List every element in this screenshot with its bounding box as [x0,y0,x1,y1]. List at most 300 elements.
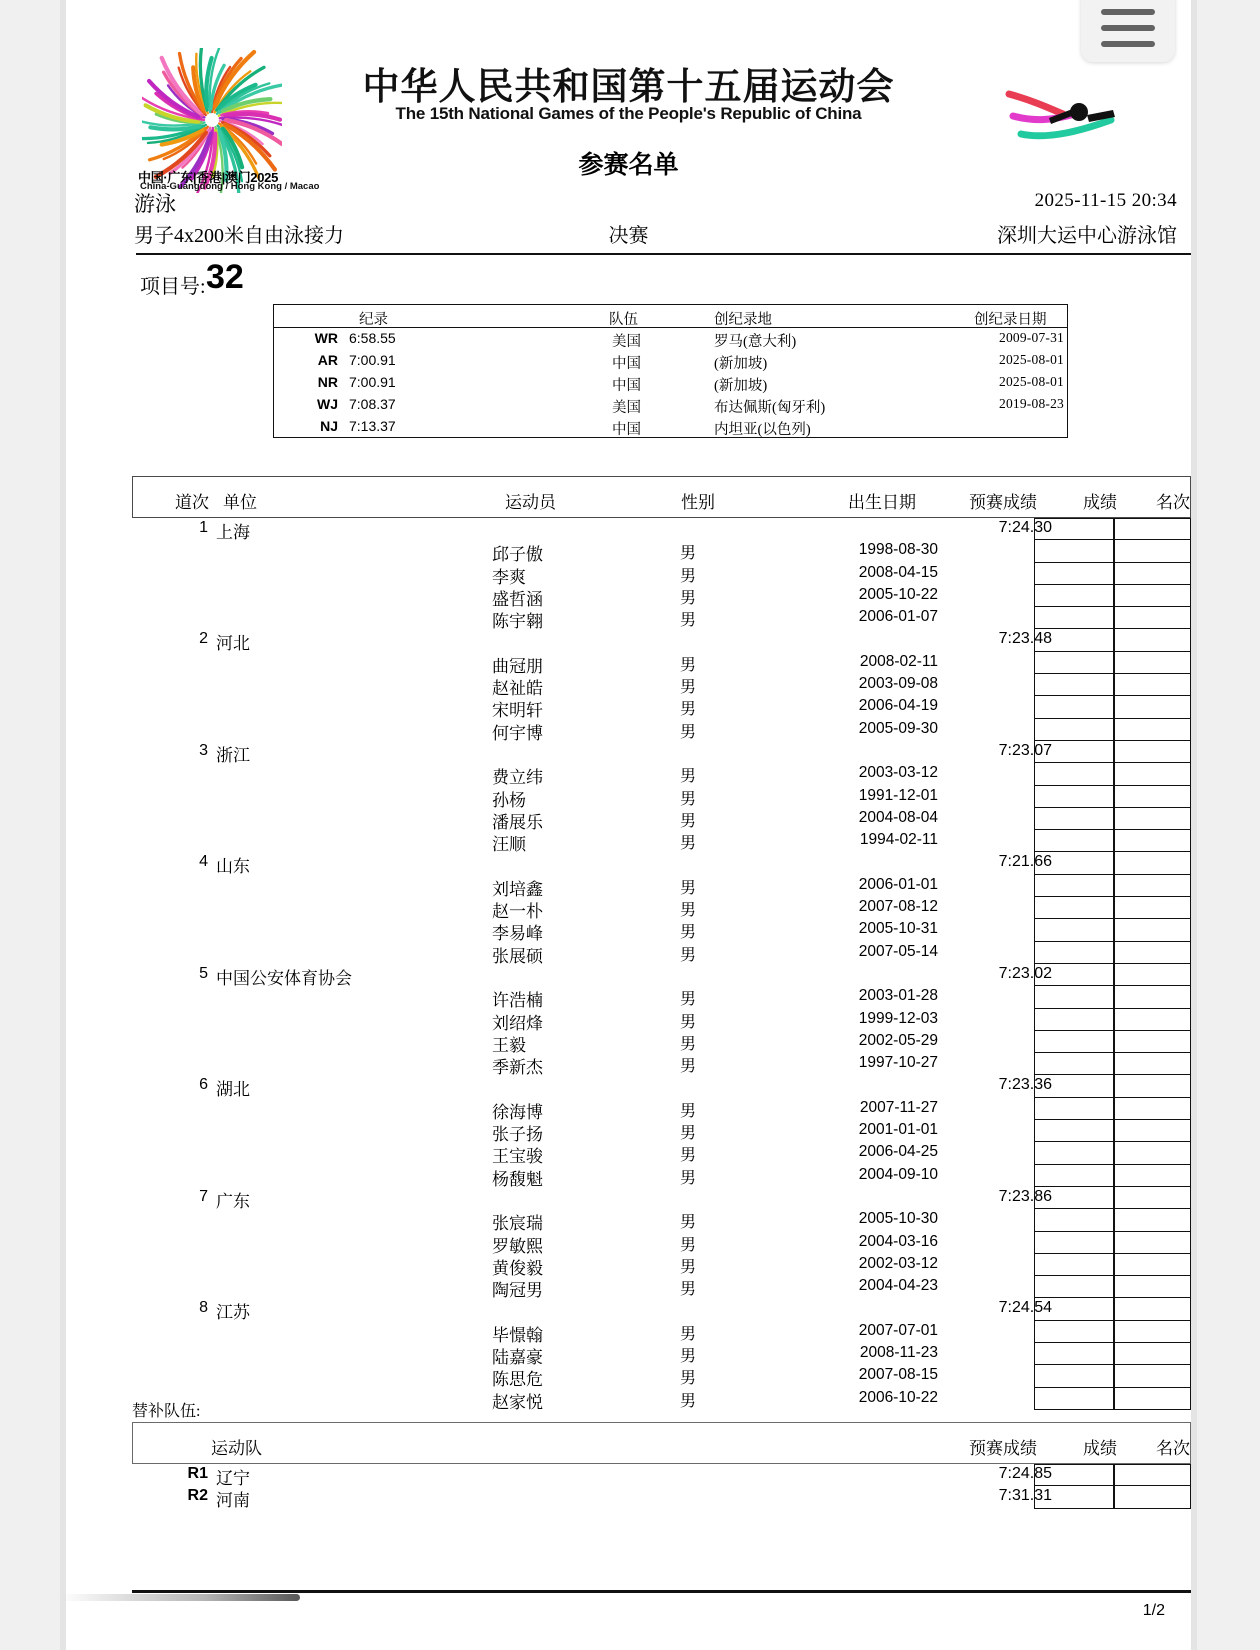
athlete-row [132,830,1191,855]
team-row [132,629,1191,654]
record-time: 6:58.55 [349,330,396,346]
athlete-sex: 男 [680,567,697,585]
result-entry-box [1035,1165,1113,1187]
athlete-sex: 男 [680,656,697,674]
athlete-name: 李爽 [492,567,526,587]
col-sex: 性别 [681,493,715,512]
athlete-name: 王毅 [492,1035,526,1055]
record-team: 美国 [612,334,641,350]
result-entry-box [1035,1343,1113,1365]
venue-name: 深圳大运中心游泳馆 [997,225,1177,247]
athlete-name: 汪顺 [492,835,526,855]
reserve-rank-entry-box [1115,1486,1190,1508]
athlete-sex: 男 [680,1325,697,1343]
team-name: 中国公安体育协会 [216,968,352,988]
records-row [274,416,1067,438]
athlete-name: 曲冠朋 [492,656,543,676]
reserves-header [132,1422,1191,1464]
rank-entry-box [1115,763,1190,785]
records-col-place: 创纪录地 [714,312,772,328]
athlete-row [132,1365,1191,1390]
athlete-row [132,986,1191,1011]
rank-entry-box [1115,1232,1190,1254]
result-entry-box [1035,719,1113,741]
athlete-name: 张子扬 [492,1125,543,1145]
hamburger-bar-2 [1101,25,1155,31]
athlete-name: 刘绍烽 [492,1013,543,1033]
rank-entry-box [1115,786,1190,808]
lane-number: 7 [199,1187,208,1205]
team-name: 上海 [216,523,250,542]
athlete-name: 许浩楠 [492,991,543,1011]
record-place: 罗马(意大利) [714,334,797,350]
record-date: 2019-08-23 [999,396,1064,411]
athlete-sex: 男 [680,879,697,897]
prelim-time: 7:24.54 [998,1299,1052,1317]
records-row [274,394,1067,416]
team-name: 广东 [216,1191,250,1211]
result-entry-box [1035,853,1113,875]
athlete-row [132,1388,1191,1410]
event-number-value: 32 [206,258,244,296]
record-code: WJ [317,396,338,412]
rank-entry-box [1115,1343,1190,1365]
athlete-name: 罗敏熙 [492,1236,543,1256]
athlete-sex: 男 [680,1392,697,1410]
rank-entry-box [1115,1009,1190,1031]
athlete-row [132,1343,1191,1365]
records-col-team: 队伍 [609,312,638,328]
athlete-sex: 男 [680,946,697,964]
result-entry-box [1035,1009,1113,1031]
athlete-dob: 1998-08-30 [858,541,938,559]
reserve-rank-entry-box [1115,1464,1190,1486]
athlete-dob: 2006-04-25 [858,1143,938,1161]
rank-entry-box [1115,674,1190,696]
athlete-row [132,942,1191,964]
records-col-record: 纪录 [359,312,388,328]
logo-caption-cn: 中国·广东|香港|澳门2025 [138,170,279,185]
result-entry-box [1035,1031,1113,1053]
athlete-row [132,607,1191,632]
athlete-sex: 男 [680,545,697,563]
athlete-dob: 2007-11-27 [859,1098,938,1116]
start-list-page [66,0,1191,1650]
athlete-sex: 男 [680,768,697,786]
result-entry-box [1035,1209,1113,1231]
athlete-row [132,652,1191,674]
athlete-sex: 男 [680,612,697,630]
athlete-sex: 男 [680,1058,697,1076]
result-entry-box [1035,563,1113,585]
startlist-body [132,518,1191,1410]
team-name: 河北 [216,634,250,654]
rank-entry-box [1115,1076,1190,1098]
swimmer-icon [991,70,1151,146]
rank-box-column [1114,518,1191,1410]
athlete-row [132,585,1191,607]
athlete-dob: 2006-01-07 [858,608,938,626]
athlete-row [132,1142,1191,1167]
athlete-row [132,696,1191,721]
record-code: AR [317,352,338,368]
athlete-row [132,1009,1191,1031]
athlete-name: 季新杰 [492,1058,543,1078]
athlete-sex: 男 [680,790,697,808]
rank-entry-box [1115,585,1190,607]
record-team: 美国 [612,400,641,416]
athlete-name: 张宸瑞 [492,1214,543,1234]
athlete-sex: 男 [680,1169,697,1187]
rank-entry-box [1115,1388,1190,1410]
records-row [274,350,1067,372]
athlete-row [132,897,1191,922]
athlete-sex: 男 [680,1214,697,1232]
result-entry-box [1035,1142,1113,1164]
athlete-sex: 男 [680,812,697,830]
rank-entry-box [1115,563,1190,585]
header-divider [136,253,1191,255]
rank-entry-box [1115,630,1190,652]
record-time: 7:00.91 [349,374,396,390]
record-time: 7:00.91 [349,352,396,368]
athlete-name: 陈思危 [492,1370,543,1390]
lane-number: 6 [199,1076,208,1094]
result-entry-box [1035,875,1113,897]
record-time: 7:13.37 [349,418,396,434]
result-entry-box [1035,919,1113,941]
result-entry-box [1035,1053,1113,1075]
athlete-name: 何宇博 [492,723,543,743]
rank-entry-box [1115,1098,1190,1120]
rank-entry-box [1115,830,1190,852]
prelim-time: 7:23.86 [998,1187,1052,1205]
page-title-en: The 15th National Games of the People's Republic of China [395,104,862,123]
reserve-prelim: 7:24.85 [998,1465,1052,1482]
prelim-time: 7:23.07 [998,741,1052,759]
rank-entry-box [1115,1120,1190,1142]
team-row [132,964,1191,986]
athlete-dob: 2008-11-23 [859,1343,938,1361]
document-type: 参赛名单 [578,152,679,179]
reserves-col-prelim: 预赛成绩 [969,1439,1037,1458]
athlete-name: 赵一朴 [492,902,543,922]
athlete-name: 张展硕 [492,946,543,966]
record-team: 中国 [612,422,641,438]
athlete-dob: 2004-08-04 [858,808,938,826]
athlete-sex: 男 [680,679,697,697]
athlete-sex: 男 [680,1125,697,1143]
athlete-sex: 男 [680,924,697,942]
athlete-name: 徐海博 [492,1102,543,1122]
athlete-dob: 2007-08-12 [858,898,938,916]
athlete-dob: 2005-10-31 [858,920,938,938]
lane-number: 5 [199,964,208,982]
result-entry-box [1035,763,1113,785]
athlete-row [132,1232,1191,1254]
athlete-dob: 2004-09-10 [858,1165,938,1183]
logo-caption-en: China-Guangdong / Hong Kong / Macao [140,181,320,192]
athlete-row [132,1053,1191,1078]
result-entry-box [1035,696,1113,718]
rank-entry-box [1115,875,1190,897]
athlete-name: 盛哲涵 [492,589,543,609]
reserve-row [132,1486,1191,1511]
prelim-time: 7:23.48 [998,630,1052,648]
reserves-col-team: 运动队 [211,1439,262,1458]
record-code: WR [314,330,338,346]
athlete-dob: 1999-12-03 [858,1009,938,1027]
rank-entry-box [1115,853,1190,875]
records-col-date: 创纪录日期 [974,312,1047,328]
athlete-row [132,1254,1191,1276]
col-athlete: 运动员 [505,493,556,512]
athlete-name: 陈宇翱 [492,612,543,632]
record-place: (新加坡) [714,356,768,372]
athlete-sex: 男 [680,991,697,1009]
athlete-dob: 2005-10-22 [858,585,938,603]
record-place: (新加坡) [714,378,768,394]
athlete-dob: 2008-02-11 [859,652,938,670]
athlete-name: 王宝骏 [492,1147,543,1167]
records-row [274,328,1067,350]
athlete-dob: 2004-04-23 [858,1277,938,1295]
col-rank: 名次 [1156,493,1190,512]
prelim-time: 7:21.66 [998,853,1052,871]
hamburger-menu-button[interactable] [1081,0,1175,62]
reserve-result-entry-box [1035,1464,1113,1486]
athlete-row [132,786,1191,808]
result-entry-box [1035,1187,1113,1209]
result-entry-box [1035,1276,1113,1298]
athlete-dob: 2002-03-12 [858,1254,938,1272]
result-entry-box [1035,786,1113,808]
reserves-body [132,1464,1191,1509]
athlete-dob: 2006-04-19 [858,697,938,715]
athlete-dob: 2005-10-30 [858,1210,938,1228]
result-entry-box [1035,942,1113,964]
records-table [273,304,1068,438]
hamburger-bar-1 [1101,9,1155,15]
athlete-name: 李易峰 [492,924,543,944]
rank-entry-box [1115,808,1190,830]
result-entry-box [1035,607,1113,629]
event-name: 男子4x200米自由泳接力 [134,225,344,247]
team-name: 浙江 [216,745,250,765]
records-row [274,372,1067,394]
athlete-dob: 2007-08-15 [858,1366,938,1384]
result-entry-box [1035,964,1113,986]
record-code: NR [317,374,338,390]
athlete-dob: 2007-05-14 [858,942,938,960]
athlete-dob: 2003-09-08 [858,675,938,693]
rank-entry-box [1115,696,1190,718]
result-entry-box [1035,897,1113,919]
athlete-dob: 1991-12-01 [858,786,938,804]
record-date: 2025-08-01 [999,352,1064,367]
result-entry-box [1035,741,1113,763]
reserve-prelim: 7:31.31 [998,1487,1052,1505]
round-name: 决赛 [608,225,649,247]
session-datetime: 2025-11-15 20:34 [1034,190,1177,211]
rank-entry-box [1115,540,1190,562]
team-name: 湖北 [216,1080,250,1100]
rank-entry-box [1115,1053,1190,1075]
reserves-col-rank: 名次 [1156,1439,1190,1458]
athlete-sex: 男 [680,1035,697,1053]
athlete-sex: 男 [680,723,697,741]
reserve-result-box-column [1034,1464,1114,1509]
hamburger-bar-3 [1101,41,1155,47]
result-entry-box [1035,585,1113,607]
athlete-dob: 2008-04-15 [858,563,938,581]
athlete-name: 赵祉皓 [492,679,543,699]
athlete-sex: 男 [680,701,697,719]
lane-number: 4 [199,853,208,871]
lane-number: 3 [199,741,208,759]
athlete-dob: 2004-03-16 [858,1232,938,1250]
record-date: 2009-07-31 [999,330,1064,345]
athlete-row [132,1165,1191,1187]
athlete-dob: 2006-01-01 [858,875,938,893]
athlete-dob: 2001-01-01 [858,1121,938,1139]
rank-entry-box [1115,1276,1190,1298]
col-dob: 出生日期 [848,493,916,512]
athlete-name: 潘展乐 [492,812,543,832]
rank-entry-box [1115,1187,1190,1209]
result-entry-box [1035,1321,1113,1343]
rank-entry-box [1115,964,1190,986]
athlete-name: 黄俊毅 [492,1258,543,1278]
rank-entry-box [1115,1209,1190,1231]
athlete-row [132,1321,1191,1343]
horizontal-scrollbar-thumb[interactable] [60,1594,300,1601]
athlete-name: 陶冠男 [492,1281,543,1301]
prelim-time: 7:24.30 [998,519,1052,536]
athlete-name: 刘培鑫 [492,879,543,899]
record-date: 2025-08-01 [999,374,1064,389]
athlete-row [132,808,1191,830]
athlete-row [132,674,1191,699]
athlete-row [132,1098,1191,1120]
athlete-dob: 1997-10-27 [858,1054,938,1072]
record-team: 中国 [612,378,641,394]
records-header-row [274,305,1067,328]
result-entry-box [1035,1098,1113,1120]
athlete-sex: 男 [680,1258,697,1276]
athlete-sex: 男 [680,589,697,607]
result-entry-box [1035,1254,1113,1276]
reserve-code: R2 [187,1487,208,1505]
result-entry-box [1035,1299,1113,1321]
rank-entry-box [1115,919,1190,941]
prelim-time: 7:23.36 [998,1076,1052,1094]
result-box-column [1034,518,1114,1410]
result-entry-box [1035,1365,1113,1387]
athlete-row [132,763,1191,788]
lane-number: 1 [199,519,208,536]
result-entry-box [1035,830,1113,852]
result-entry-box [1035,1120,1113,1142]
reserve-team: 辽宁 [216,1469,250,1488]
rank-entry-box [1115,719,1190,741]
result-entry-box [1035,652,1113,674]
reserve-result-entry-box [1035,1486,1113,1508]
athlete-row [132,875,1191,897]
team-name: 山东 [216,857,250,877]
athlete-sex: 男 [680,1347,697,1365]
athlete-name: 毕憬翰 [492,1325,543,1345]
result-entry-box [1035,1232,1113,1254]
record-team: 中国 [612,356,641,372]
athlete-row [132,1276,1191,1301]
rank-entry-box [1115,741,1190,763]
col-result: 成绩 [1083,493,1117,512]
athlete-dob: 1994-02-11 [859,831,938,849]
athlete-row [132,540,1191,565]
rank-entry-box [1115,518,1190,540]
team-row [132,1187,1191,1209]
reserve-team: 河南 [216,1491,250,1511]
page-title-cn: 中华人民共和国第十五届运动会 [362,66,895,107]
athlete-dob: 2005-09-30 [858,719,938,737]
athlete-row [132,719,1191,741]
rank-entry-box [1115,1031,1190,1053]
reserve-row [132,1464,1191,1486]
athlete-row [132,1209,1191,1234]
record-place: 布达佩斯(匈牙利) [714,400,826,416]
records-body [274,328,1067,438]
team-row [132,1298,1191,1323]
rank-entry-box [1115,1142,1190,1164]
rank-entry-box [1115,897,1190,919]
athlete-name: 陆嘉豪 [492,1347,543,1367]
rank-entry-box [1115,1321,1190,1343]
athlete-row [132,919,1191,944]
result-entry-box [1035,540,1113,562]
athlete-row [132,1120,1191,1145]
record-code: NJ [320,418,338,434]
rank-entry-box [1115,607,1190,629]
page-bottom-rule [132,1590,1191,1593]
rank-entry-box [1115,1299,1190,1321]
result-entry-box [1035,808,1113,830]
athlete-name: 宋明轩 [492,701,543,721]
athlete-sex: 男 [680,1013,697,1031]
athlete-name: 邱子傲 [492,545,543,565]
athlete-sex: 男 [680,1281,697,1299]
rank-entry-box [1115,1365,1190,1387]
athlete-sex: 男 [680,1236,697,1254]
result-entry-box [1035,1388,1113,1410]
athlete-sex: 男 [680,1147,697,1165]
athlete-row [132,1031,1191,1053]
result-entry-box [1035,986,1113,1008]
athlete-dob: 2007-07-01 [858,1321,938,1339]
athlete-name: 费立纬 [492,768,543,788]
rank-entry-box [1115,1254,1190,1276]
rank-entry-box [1115,942,1190,964]
lane-number: 2 [199,630,208,648]
athlete-name: 孙杨 [492,790,526,810]
result-entry-box [1035,518,1113,540]
rank-entry-box [1115,986,1190,1008]
col-prelim: 预赛成绩 [969,493,1037,512]
result-entry-box [1035,1076,1113,1098]
team-row [132,518,1191,540]
team-row [132,1075,1191,1100]
reserves-label: 替补队伍: [132,1403,201,1420]
